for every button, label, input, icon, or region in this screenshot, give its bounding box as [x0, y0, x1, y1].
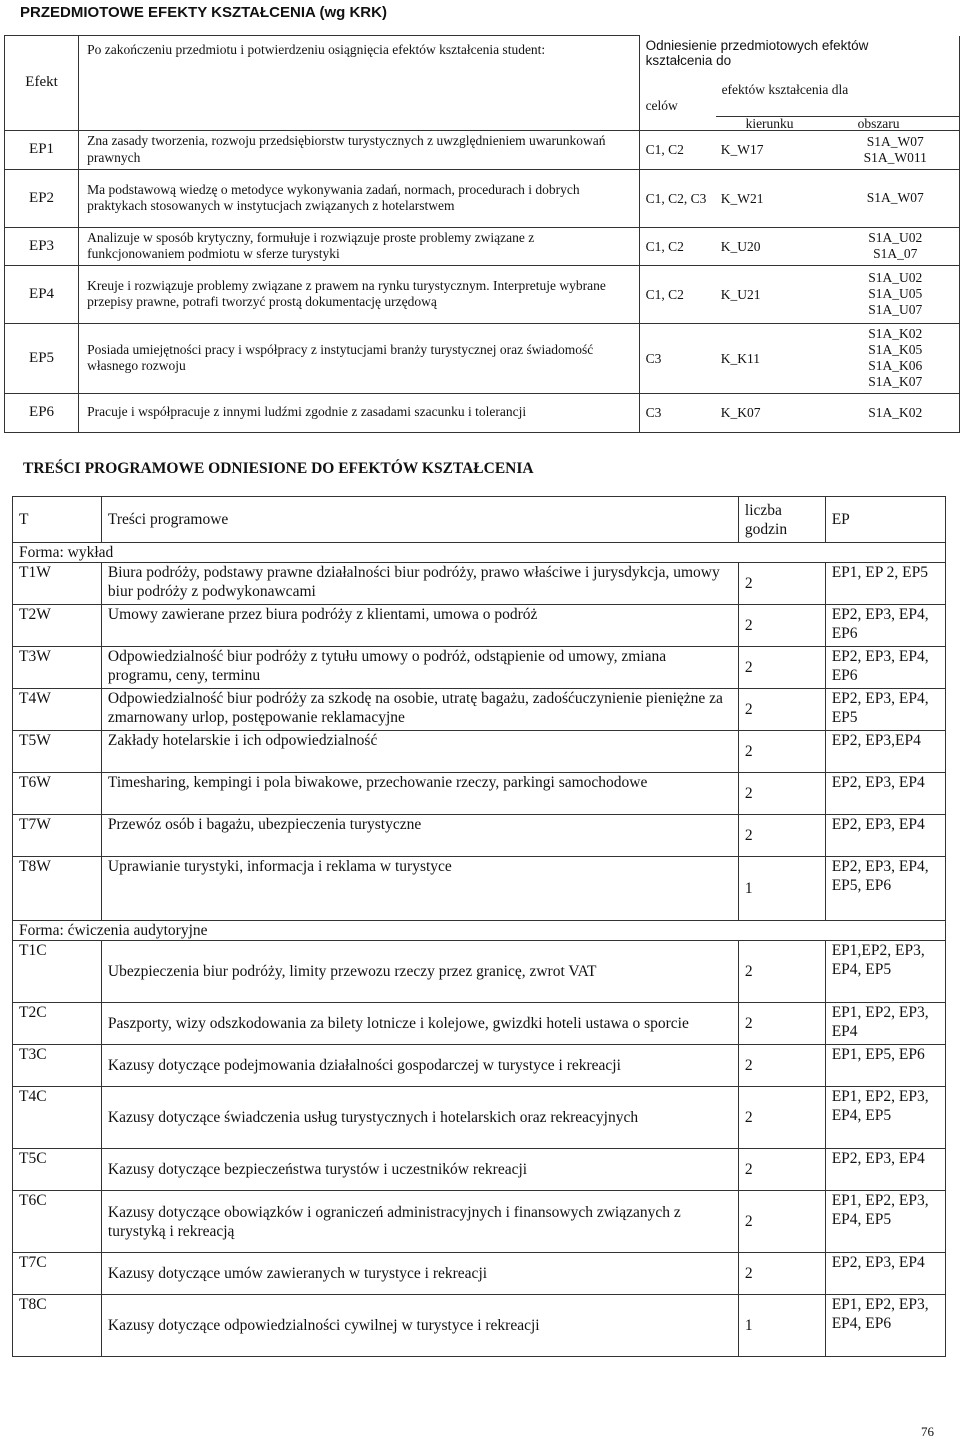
form-exercises-label: Forma: ćwiczenia audytoryjne [13, 921, 946, 941]
effect-obszar [832, 130, 960, 169]
form-row-exercises [13, 921, 946, 941]
content-ep: EP1, EP 2, EP5 [825, 563, 945, 605]
effect-obszar [832, 393, 960, 432]
content-row [13, 1191, 946, 1253]
content-hours: 2 [738, 1253, 825, 1295]
effect-code: EP6 [5, 393, 79, 432]
content-row [13, 1149, 946, 1191]
content-hours: 2 [738, 1003, 825, 1045]
obszar-code: S1A_U05 [868, 286, 923, 301]
content-hours: 2 [738, 605, 825, 647]
effect-description: Ma podstawową wiedzę o metodyce wykonywania zadań, normach, procedurach i dobrych praktykach stosowanych w instytucjach związanych z hotelarstwem [79, 169, 639, 227]
content-hours: 2 [738, 773, 825, 815]
content-row [13, 1003, 946, 1045]
content-code: T7W [13, 815, 102, 857]
effect-description: Zna zasady tworzenia, rozwoju przedsiębiorstw turystycznych z uwzględnieniem uwarunkowań prawnych [79, 130, 639, 169]
header-obszaru: obszaru [857, 115, 900, 131]
obszar-code: S1A_07 [873, 246, 918, 261]
content-hours: 2 [738, 731, 825, 773]
effect-cele: C1, C2 [639, 130, 715, 169]
effect-code: EP4 [5, 265, 79, 323]
content-ep: EP2, EP3, EP4, EP6 [825, 647, 945, 689]
content-hours: 1 [738, 1295, 825, 1357]
effect-row [5, 227, 960, 265]
content-code: T1W [13, 563, 102, 605]
content-hours: 2 [738, 647, 825, 689]
header-celow: celów [645, 97, 678, 113]
content-text: Przewóz osób i bagażu, ubezpieczenia turystyczne [101, 815, 738, 857]
content-hours: 1 [738, 857, 825, 921]
obszar-code: S1A_U02 [868, 270, 923, 285]
content-ep: EP1,EP2, EP3, EP4, EP5 [825, 941, 945, 1003]
content-code: T8W [13, 857, 102, 921]
effect-code: EP5 [5, 323, 79, 393]
content-row [13, 857, 946, 921]
content-code: T2C [13, 1003, 102, 1045]
contents-header-row [13, 497, 946, 543]
header-efekt: Efekt [5, 36, 79, 131]
program-contents-table [12, 496, 946, 1357]
content-text: Odpowiedzialność biur podróży za szkodę na osobie, utratę bagażu, zadośćuczynienie pieniężne za zmarnowany urlop, postępowanie reklamacyjne [101, 689, 738, 731]
content-hours: 2 [738, 1149, 825, 1191]
content-row [13, 605, 946, 647]
content-ep: EP2, EP3, EP4 [825, 1149, 945, 1191]
content-code: T3W [13, 647, 102, 689]
form-row-lecture [13, 543, 946, 563]
obszar-code: S1A_K06 [868, 358, 923, 373]
header-efektow-dla: efektów kształcenia dla [721, 81, 849, 97]
obszar-code: S1A_W07 [866, 190, 924, 205]
obszar-code: S1A_K05 [868, 342, 923, 357]
obszar-code: S1A_W07 [866, 133, 924, 149]
obszar-code: S1A_W011 [863, 149, 927, 165]
effect-kierunek: K_U21 [715, 265, 832, 323]
effect-kierunek: K_W21 [715, 169, 832, 227]
obszar-code: S1A_U02 [868, 230, 923, 245]
effect-code: EP3 [5, 227, 79, 265]
content-row [13, 563, 946, 605]
content-hours: 2 [738, 1191, 825, 1253]
content-ep: EP2, EP3, EP4, EP5 [825, 689, 945, 731]
content-code: T4C [13, 1087, 102, 1149]
effect-row [5, 393, 960, 432]
effect-code: EP2 [5, 169, 79, 227]
content-row [13, 773, 946, 815]
content-row [13, 647, 946, 689]
obszar-code: S1A_K02 [868, 326, 923, 341]
content-text: Biura podróży, podstawy prawne działalności biur podróży, prawo właściwe i jurysdykcja, umowy biur podróży z podwykonawcami [101, 563, 738, 605]
content-code: T3C [13, 1045, 102, 1087]
effect-description: Posiada umiejętności pracy i współpracy z instytucjami branży turystycznej oraz świadomość własnego rozwoju [79, 323, 639, 393]
effect-code: EP1 [5, 130, 79, 169]
section-heading-effects: PRZEDMIOTOWE EFEKTY KSZTAŁCENIA (wg KRK) [20, 4, 387, 21]
effect-kierunek: K_K11 [715, 323, 832, 393]
content-ep: EP2, EP3, EP4 [825, 815, 945, 857]
effect-row [5, 169, 960, 227]
header-description: Po zakończeniu przedmiotu i potwierdzeniu osiągnięcia efektów kształcenia student: [79, 36, 639, 131]
effect-obszar [832, 227, 960, 265]
content-code: T2W [13, 605, 102, 647]
content-ep: EP2, EP3,EP4 [825, 731, 945, 773]
content-hours: 2 [738, 815, 825, 857]
section-heading-contents: TREŚCI PROGRAMOWE ODNIESIONE DO EFEKTÓW KSZTAŁCENIA [23, 460, 534, 477]
content-text: Kazusy dotyczące świadczenia usług turystycznych i hotelarskich oraz rekreacyjnych [101, 1087, 738, 1149]
effect-kierunek: K_U20 [715, 227, 832, 265]
effect-cele: C3 [639, 393, 715, 432]
lecture-rows [13, 563, 946, 921]
content-code: T7C [13, 1253, 102, 1295]
effect-description: Analizuje w sposób krytyczny, formułuje i rozwiązuje proste problemy związane z funkcjonowaniem podmiotu w sferze turystyki [79, 227, 639, 265]
content-code: T8C [13, 1295, 102, 1357]
header-odniesienie [639, 36, 959, 131]
content-text: Kazusy dotyczące obowiązków i ograniczeń administracyjnych i finansowych związanych z turystyką i rekreacją [101, 1191, 738, 1253]
header-tresci: Treści programowe [101, 497, 738, 543]
effect-kierunek: K_K07 [715, 393, 832, 432]
content-row [13, 941, 946, 1003]
content-code: T1C [13, 941, 102, 1003]
effect-description: Kreuje i rozwiązuje problemy związane z prawem na rynku turystycznym. Interpretuje wybrane przepisy prawne, potrafi tworzyć prostą dokumentację urzędową [79, 265, 639, 323]
content-text: Uprawianie turystyki, informacja i reklama w turystyce [101, 857, 738, 921]
content-ep: EP1, EP2, EP3, EP4, EP5 [825, 1087, 945, 1149]
header-t: T [13, 497, 102, 543]
obszar-code: S1A_K02 [868, 404, 923, 420]
content-code: T4W [13, 689, 102, 731]
effect-obszar [832, 169, 960, 227]
effect-row [5, 130, 960, 169]
effect-row [5, 265, 960, 323]
content-text: Kazusy dotyczące bezpieczeństwa turystów i uczestników rekreacji [101, 1149, 738, 1191]
form-lecture-label: Forma: wykład [13, 543, 946, 563]
header-liczba-godzin: liczba godzin [738, 497, 825, 543]
effect-obszar [832, 323, 960, 393]
content-hours: 2 [738, 941, 825, 1003]
content-hours: 2 [738, 1045, 825, 1087]
content-code: T6C [13, 1191, 102, 1253]
content-text: Ubezpieczenia biur podróży, limity przewozu rzeczy przez granicę, zwrot VAT [101, 941, 738, 1003]
effect-description: Pracuje i współpracuje z innymi ludźmi zgodnie z zasadami szacunku i tolerancji [79, 393, 639, 432]
content-ep: EP2, EP3, EP4, EP6 [825, 605, 945, 647]
obszar-code: S1A_K07 [868, 374, 923, 389]
content-row [13, 1087, 946, 1149]
content-hours: 2 [738, 563, 825, 605]
content-text: Kazusy dotyczące umów zawieranych w turystyce i rekreacji [101, 1253, 738, 1295]
page-number: 76 [921, 1424, 934, 1439]
content-ep: EP2, EP3, EP4, EP5, EP6 [825, 857, 945, 921]
content-hours: 2 [738, 1087, 825, 1149]
content-hours: 2 [738, 689, 825, 731]
effect-cele: C1, C2 [639, 227, 715, 265]
content-code: T5W [13, 731, 102, 773]
content-text: Timesharing, kempingi i pola biwakowe, przechowanie rzeczy, parkingi samochodowe [101, 773, 738, 815]
obszar-code: S1A_U07 [868, 302, 923, 317]
content-ep: EP2, EP3, EP4 [825, 773, 945, 815]
effect-cele: C1, C2, C3 [639, 169, 715, 227]
effects-header-row [5, 36, 960, 131]
effect-cele: C1, C2 [639, 265, 715, 323]
content-ep: EP1, EP5, EP6 [825, 1045, 945, 1087]
content-row [13, 815, 946, 857]
content-row [13, 1045, 946, 1087]
content-text: Kazusy dotyczące odpowiedzialności cywilnej w turystyce i rekreacji [101, 1295, 738, 1357]
content-row [13, 1253, 946, 1295]
content-ep: EP1, EP2, EP3, EP4 [825, 1003, 945, 1045]
content-ep: EP2, EP3, EP4 [825, 1253, 945, 1295]
content-text: Zakłady hotelarskie i ich odpowiedzialność [101, 731, 738, 773]
content-ep: EP1, EP2, EP3, EP4, EP6 [825, 1295, 945, 1357]
effect-cele: C3 [639, 323, 715, 393]
content-text: Umowy zawierane przez biura podróży z klientami, umowa o podróż [101, 605, 738, 647]
header-ep: EP [825, 497, 945, 543]
content-row [13, 731, 946, 773]
content-text: Odpowiedzialność biur podróży z tytułu umowy o podróż, odstąpienie od umowy, zmiana programu, ceny, terminu [101, 647, 738, 689]
content-row [13, 689, 946, 731]
header-kierunku: kierunku [745, 115, 794, 131]
exercise-rows [13, 941, 946, 1357]
content-code: T6W [13, 773, 102, 815]
content-row [13, 1295, 946, 1357]
effect-row [5, 323, 960, 393]
effect-kierunek: K_W17 [715, 130, 832, 169]
effects-table [4, 35, 960, 433]
content-text: Kazusy dotyczące podejmowania działalności gospodarczej w turystyce i rekreacji [101, 1045, 738, 1087]
effect-obszar [832, 265, 960, 323]
content-ep: EP1, EP2, EP3, EP4, EP5 [825, 1191, 945, 1253]
content-text: Paszporty, wizy odszkodowania za bilety lotnicze i kolejowe, gwizdki hoteli ustawa o sporcie [101, 1003, 738, 1045]
content-code: T5C [13, 1149, 102, 1191]
header-odniesienie-label: Odniesienie przedmiotowych efektów kształcenia do [645, 37, 869, 68]
